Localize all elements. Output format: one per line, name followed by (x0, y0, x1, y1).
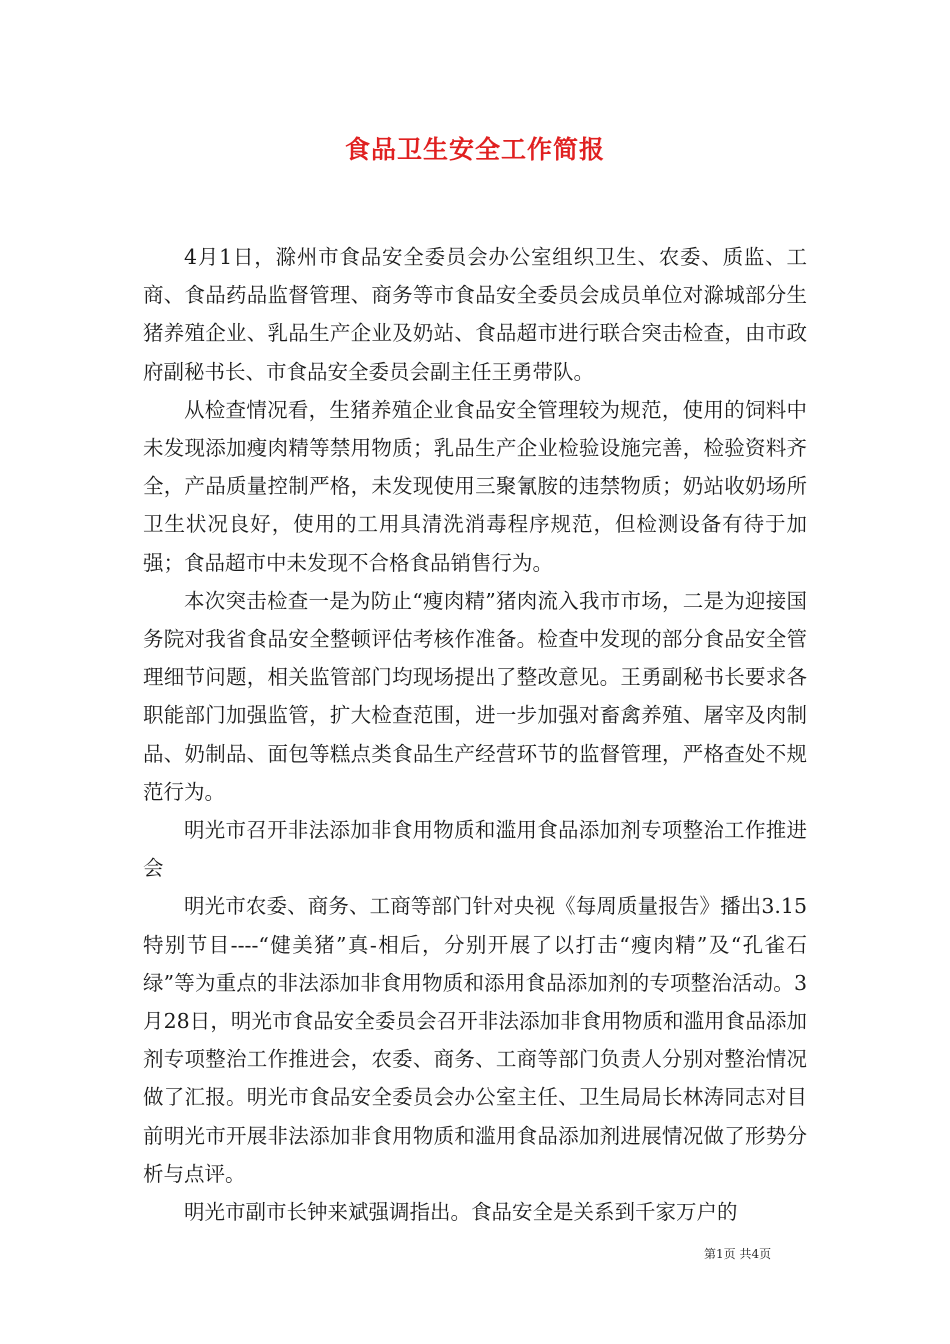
paragraph-vice-mayor: 明光市副市长钟来斌强调指出。食品安全是关系到千家万户的 (184, 1200, 738, 1225)
paragraph-mingguang-meeting: 明光市农委、商务、工商等部门针对央视《每周质量报告》播出3.15特别节目----“健美猪”真-相后，分别开展了以打击“瘦肉精”及“孔雀石绿”等为重点的非法添加非食用物质和添用食品添加剂的专项整治活动。3月28日，明光市食品安全委员会召开非法添加非食用物质和滥用食品添加剂专项整治工作推进会，农委、商务、工商等部门负责人分别对整治情况做了汇报。明光市食品安全委员会办公室主任、卫生局局长林涛同志对目前明光市开展非法添加非食用物质和滥用食品添加剂进展情况做了形势分析与点评。 (143, 894, 807, 1186)
paragraph-inspection-findings: 从检查情况看，生猪养殖企业食品安全管理较为规范，使用的饲料中未发现添加瘦肉精等禁用物质；乳品生产企业检验设施完善，检验资料齐全，产品质量控制严格，未发现使用三聚氰胺的违禁物质；奶站收奶场所卫生状况良好，使用的工用具清洗消毒程序规范，但检测设备有待于加强；食品超市中未发现不合格食品销售行为。 (143, 397, 807, 575)
document-body (143, 238, 807, 1231)
paragraph-inspection-purpose: 本次突击检查一是为防止“瘦肉精”猪肉流入我市市场，二是为迎接国务院对我省食品安全整顿评估考核作准备。检查中发现的部分食品安全管理细节问题，相关监管部门均现场提出了整改意见。王勇副秘书长要求各职能部门加强监管，扩大检查范围，进一步加强对畜禽养殖、屠宰及肉制品、奶制品、面包等糕点类食品生产经营环节的监督管理，严格查处不规范行为。 (143, 588, 807, 804)
paragraph-mingguang-heading: 明光市召开非法添加非食用物质和滥用食品添加剂专项整治工作推进会 (143, 818, 807, 881)
paragraph-inspection-intro: 4月1日，滁州市食品安全委员会办公室组织卫生、农委、质监、工商、食品药品监督管理、商务等市食品安全委员会成员单位对滁城部分生猪养殖企业、乳品生产企业及奶站、食品超市进行联合突击检查，由市政府副秘书长、市食品安全委员会副主任王勇带队。 (143, 245, 807, 384)
page-number: 第1页 共4页 (704, 1247, 772, 1261)
document-title: 食品卫生安全工作简报 (344, 135, 605, 164)
